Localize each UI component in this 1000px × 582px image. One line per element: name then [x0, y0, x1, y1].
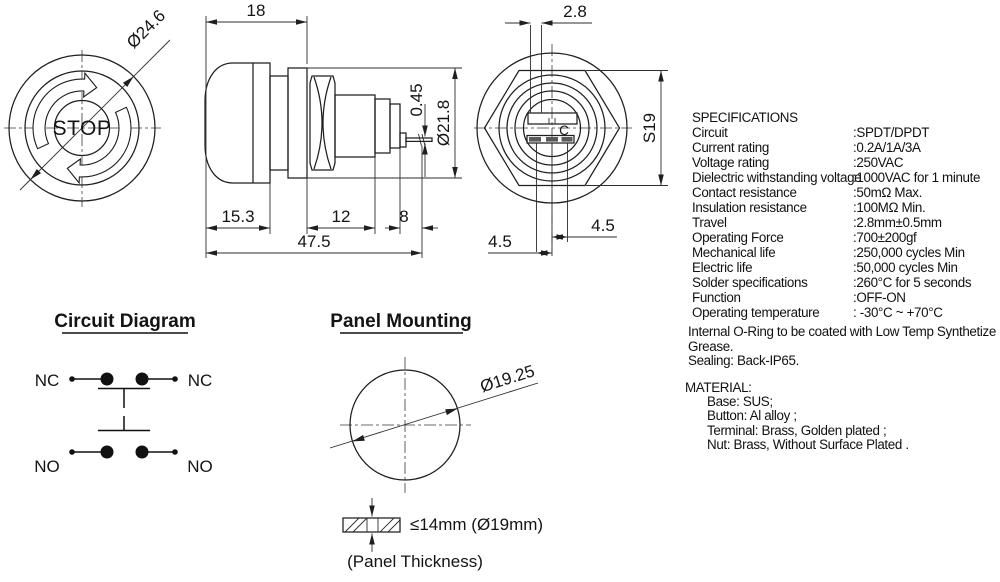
- overall-length-dim: 47.5: [297, 232, 331, 251]
- spec-label: Operating Force: [692, 230, 784, 245]
- spec-row: [692, 125, 980, 140]
- spec-label: Mechanical life: [692, 245, 776, 260]
- oring-note-line2: Grease.: [688, 338, 734, 354]
- side-view-drawing: [195, 0, 475, 290]
- contact-dot: [136, 446, 149, 459]
- spec-label: Travel: [692, 215, 727, 230]
- spec-label: Current rating: [692, 140, 769, 155]
- sealing-notes: [688, 325, 996, 369]
- threaded-bushing: [335, 95, 375, 157]
- front-view-drawing: [0, 0, 195, 215]
- arrowhead: [445, 409, 457, 416]
- panel-thickness-caption: (Panel Thickness): [347, 552, 483, 571]
- material-item: Base: SUS;: [707, 394, 773, 410]
- panel-mounting-drawing: [290, 300, 580, 582]
- break-ticks: [419, 134, 426, 146]
- contact-dot: [101, 373, 114, 386]
- no-left-label: NO: [34, 457, 60, 476]
- thread-length-dim: 12: [331, 207, 351, 226]
- terminal-slot: [528, 113, 577, 124]
- spec-label: Solder specifications: [692, 275, 808, 290]
- spec-value: :50mΩ Max.: [853, 185, 923, 200]
- nc-right-label: NC: [187, 371, 213, 390]
- contact-dot: [136, 373, 149, 386]
- spec-value: :250VAC: [853, 155, 904, 170]
- spec-row: [692, 290, 980, 305]
- side-view-body: [205, 63, 432, 183]
- flange: [288, 68, 307, 178]
- panel-thickness-value: ≤14mm (Ø19mm): [410, 515, 544, 534]
- hatch-lines: [345, 518, 400, 532]
- spec-row: [692, 215, 980, 230]
- cap-width-dim: 18: [246, 1, 266, 20]
- body-end-step: [390, 104, 400, 148]
- spec-label: Insulation resistance: [692, 200, 807, 215]
- circuit-diagram: [10, 300, 250, 500]
- spec-value: :250,000 cycles Min: [853, 245, 965, 260]
- spec-label: Dielectric withstanding voltage: [692, 170, 862, 185]
- terminal-pin: [406, 138, 432, 141]
- spec-row: [692, 140, 980, 155]
- body-step: [375, 99, 390, 153]
- contact-dot: [101, 446, 114, 459]
- spec-label: Voltage rating: [692, 155, 769, 170]
- material-block: [685, 381, 909, 452]
- material-item: Nut: Brass, Without Surface Plated .: [707, 436, 909, 452]
- spec-row: [692, 245, 980, 260]
- spec-row: [692, 170, 980, 185]
- spec-value: :260°C for 5 seconds: [853, 275, 972, 290]
- spec-label: Function: [692, 290, 741, 305]
- hex-size-dim: S19: [640, 112, 659, 144]
- spec-row: [692, 260, 980, 275]
- hole-diameter-label: Ø19.25: [477, 361, 537, 397]
- specifications-block: [692, 110, 980, 320]
- terminal-length-dim: 8: [399, 207, 409, 226]
- spec-value: :700±200gf: [853, 230, 917, 245]
- flange-diameter-dim: Ø21.8: [434, 99, 453, 147]
- panel-mounting-title: Panel Mounting: [330, 311, 472, 332]
- spec-label: Circuit: [692, 125, 728, 140]
- terminal-dot: [69, 376, 75, 382]
- spec-value: :2.8mm±0.5mm: [853, 215, 942, 230]
- terminal-base: [400, 133, 406, 147]
- terminal-dot: [69, 449, 75, 455]
- actuator-link: [98, 389, 150, 431]
- rear-view-drawing: [460, 0, 690, 290]
- collar: [270, 76, 288, 170]
- spec-value: :100MΩ Min.: [853, 200, 926, 215]
- material-title: MATERIAL:: [685, 380, 752, 395]
- spec-value: :OFF-ON: [853, 290, 906, 305]
- arrowhead: [353, 435, 365, 442]
- nc-left-label: NC: [34, 371, 60, 390]
- stop-label: STOP: [52, 117, 112, 140]
- spec-row: [692, 305, 980, 320]
- spec-label: Electric life: [692, 260, 753, 275]
- nut-facet-line: [323, 77, 331, 169]
- material-item: Terminal: Brass, Golden plated ;: [707, 422, 887, 438]
- spec-row: [692, 200, 980, 215]
- terminal-dot: [172, 449, 178, 455]
- spec-row: [692, 230, 980, 245]
- common-terminal-label: C: [559, 123, 569, 138]
- spec-label: Contact resistance: [692, 185, 797, 200]
- spec-value: :50,000 cycles Min: [853, 260, 958, 275]
- terminal-thickness-dim: 0.45: [407, 83, 426, 117]
- spec-value: : -30°C ~ +70°C: [853, 305, 943, 320]
- terminal-dot: [172, 376, 178, 382]
- spec-row: [692, 275, 980, 290]
- mushroom-cap: [205, 63, 270, 183]
- terminal-pad: [529, 137, 541, 142]
- spec-label: Operating temperature: [692, 305, 820, 320]
- cap-length-dim: 15.3: [221, 207, 255, 226]
- terminal-width-dim: 2.8: [563, 2, 587, 21]
- sealing-note: Sealing: Back-IP65.: [688, 353, 799, 369]
- spec-row: [692, 185, 980, 200]
- pitch-left-dim: 4.5: [488, 232, 512, 251]
- oring-note-line1: Internal O-Ring to be coated with Low Temp Synthetize: [688, 324, 996, 339]
- no-right-label: NO: [187, 457, 213, 476]
- material-item: Button: Al alloy ;: [707, 408, 797, 424]
- hole-edge-lines: [367, 518, 378, 532]
- specifications-title: SPECIFICATIONS: [692, 110, 798, 125]
- contact-wires: [72, 379, 175, 452]
- panel-cross-section: [343, 498, 400, 552]
- cap-diameter-label: Ø24.6: [123, 6, 170, 53]
- spec-value: :1000VAC for 1 minute: [853, 170, 981, 185]
- circuit-diagram-title: Circuit Diagram: [54, 311, 196, 332]
- terminal-pad: [546, 137, 558, 142]
- spec-value: :0.2A/1A/3A: [853, 140, 921, 155]
- nut-facet-line: [314, 77, 322, 169]
- spec-row: [692, 155, 980, 170]
- pitch-right-dim: 4.5: [591, 216, 615, 235]
- spec-value: :SPDT/DPDT: [853, 125, 930, 140]
